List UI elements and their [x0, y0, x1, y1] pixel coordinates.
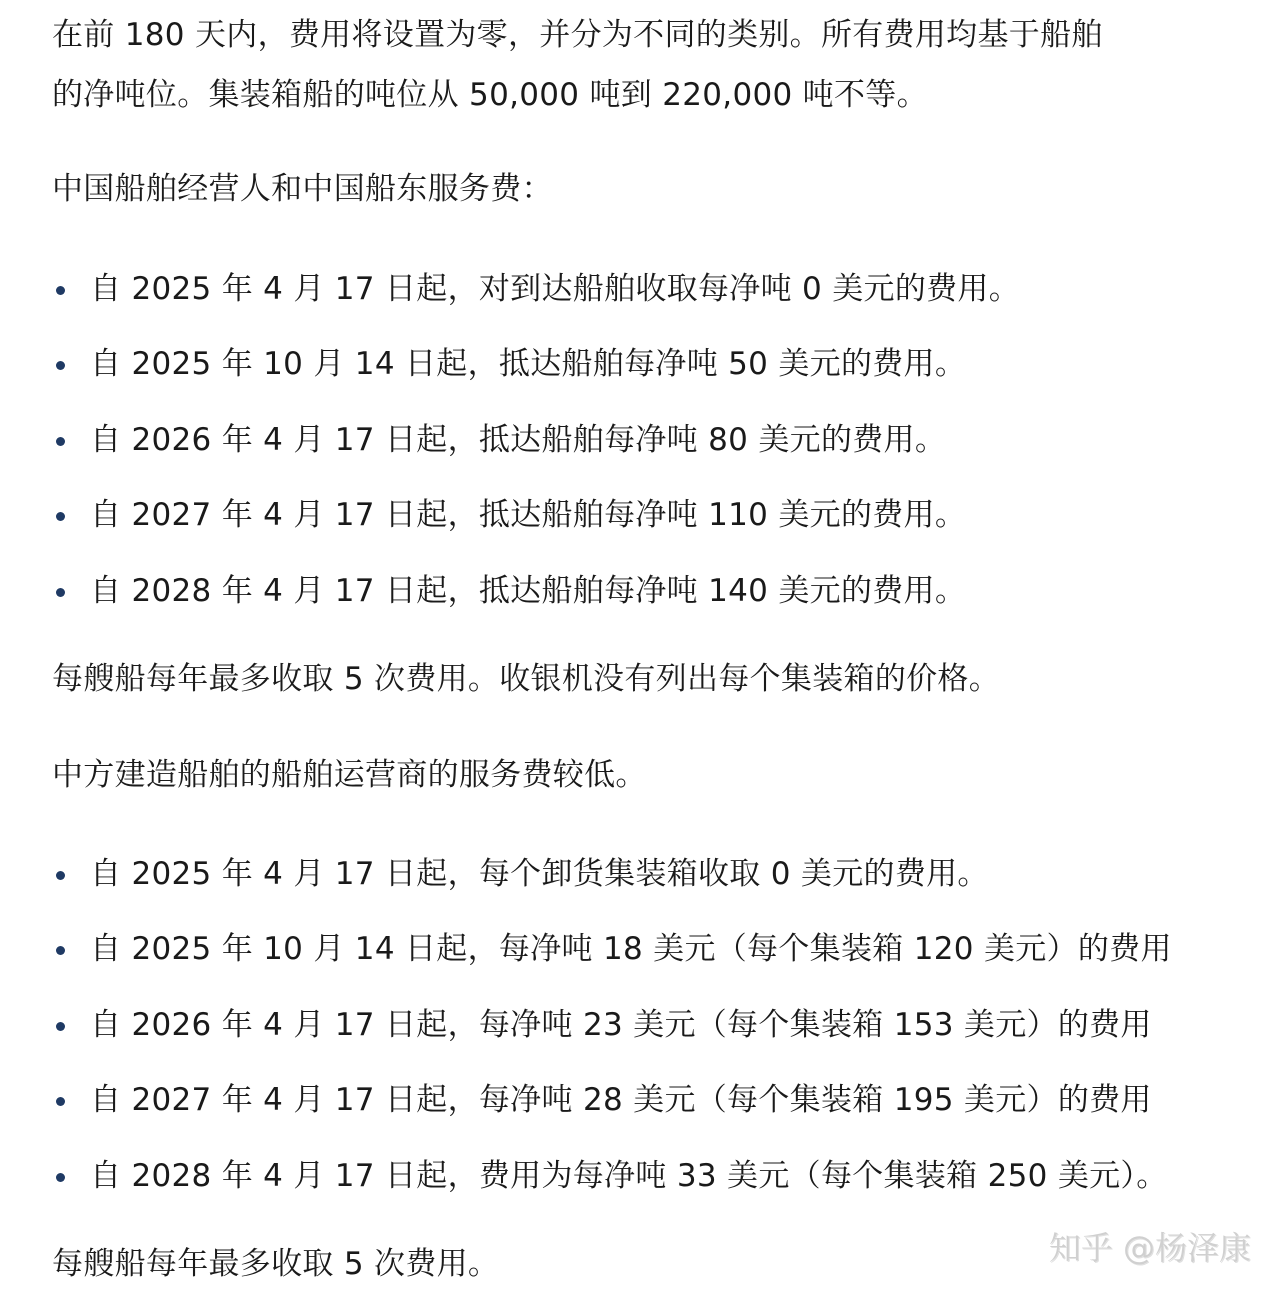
section1-heading: 中国船舶经营人和中国船东服务费：: [52, 171, 553, 207]
list-item-text: 自 2027 年 4 月 17 日起，每净吨 28 美元（每个集装箱 195 美元）的费用: [90, 1082, 1152, 1118]
bullet-icon: [56, 512, 65, 521]
bullet-icon: [56, 871, 65, 880]
intro-paragraph-line-2: 的净吨位。集装箱船的吨位从 50,000 吨到 220,000 吨不等。: [52, 77, 928, 113]
intro-paragraph-line-1: 在前 180 天内，费用将设置为零，并分为不同的类别。所有费用均基于船舶: [52, 17, 1103, 53]
list-item-text: 自 2028 年 4 月 17 日起，抵达船舶每净吨 140 美元的费用。: [90, 573, 967, 609]
bullet-icon: [56, 286, 65, 295]
bullet-icon: [56, 437, 65, 446]
bullet-icon: [56, 1022, 65, 1031]
bullet-icon: [56, 588, 65, 597]
bullet-icon: [56, 1173, 65, 1182]
bullet-icon: [56, 361, 65, 370]
list-item-text: 自 2028 年 4 月 17 日起，费用为每净吨 33 美元（每个集装箱 250 美元）。: [90, 1158, 1168, 1194]
list-item-text: 自 2027 年 4 月 17 日起，抵达船舶每净吨 110 美元的费用。: [90, 497, 967, 533]
section1-note: 每艘船每年最多收取 5 次费用。收银机没有列出每个集装箱的价格。: [52, 661, 1001, 697]
list-item-text: 自 2025 年 4 月 17 日起，每个卸货集装箱收取 0 美元的费用。: [90, 856, 989, 892]
list-item-text: 自 2025 年 10 月 14 日起，每净吨 18 美元（每个集装箱 120 美元）的费用: [90, 931, 1172, 967]
section2-note: 每艘船每年最多收取 5 次费用。: [52, 1246, 500, 1282]
list-item-text: 自 2026 年 4 月 17 日起，每净吨 23 美元（每个集装箱 153 美元）的费用: [90, 1007, 1152, 1043]
list-item-text: 自 2025 年 4 月 17 日起，对到达船舶收取每净吨 0 美元的费用。: [90, 271, 1021, 307]
zhihu-watermark: 知乎 @杨泽康: [1048, 1229, 1251, 1267]
bullet-icon: [56, 946, 65, 955]
section2-heading: 中方建造船舶的船舶运营商的服务费较低。: [52, 757, 647, 793]
list-item-text: 自 2026 年 4 月 17 日起，抵达船舶每净吨 80 美元的费用。: [90, 422, 947, 458]
list-item-text: 自 2025 年 10 月 14 日起，抵达船舶每净吨 50 美元的费用。: [90, 346, 967, 382]
bullet-icon: [56, 1097, 65, 1106]
